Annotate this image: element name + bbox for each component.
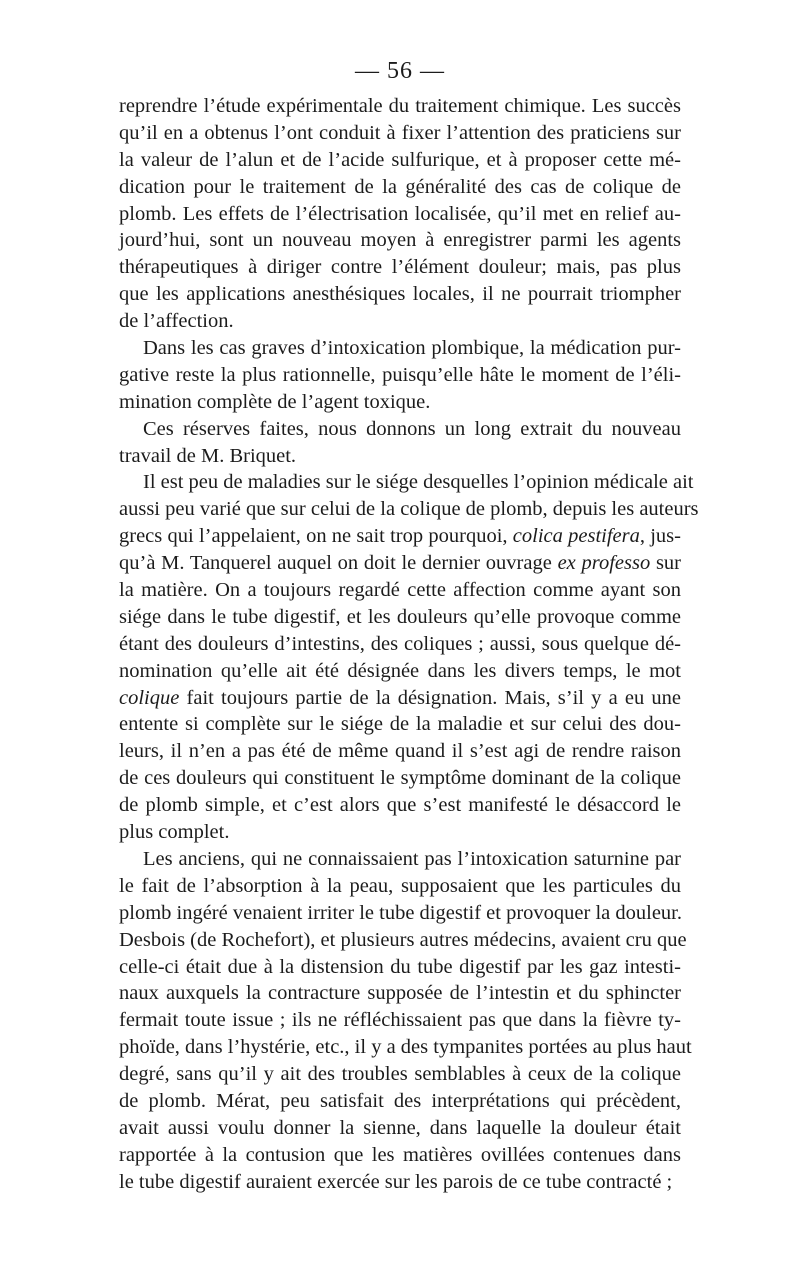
text-line: Il est peu de maladies sur le siége desquelles l’opinion médicale ait: [143, 471, 694, 494]
text-line: de plomb. Mérat, peu satisfait des interprétations qui précèdent,: [119, 1089, 681, 1112]
text-line: nomination qu’elle ait été désignée dans les divers temps, le mot: [119, 659, 681, 682]
text-line: travail de M. Briquet.: [119, 444, 297, 467]
text-line: Dans les cas graves d’intoxication plombique, la médication pur-: [143, 337, 681, 360]
text-line: plus complet.: [119, 821, 230, 844]
text-line: Ces réserves faites, nous donnons un long extrait du nouveau: [143, 417, 681, 440]
text-line: aussi peu varié que sur celui de la colique de plomb, depuis les auteurs: [119, 498, 699, 521]
paragraph: [119, 416, 681, 470]
text-line: que les applications anesthésiques locales, il ne pourrait triompher: [119, 283, 681, 306]
text-line: de l’affection.: [119, 310, 234, 333]
text-line: leurs, il n’en a pas été de même quand il s’est agi de rendre raison: [119, 740, 681, 763]
paragraph: [119, 846, 692, 1196]
text-line: la valeur de l’alun et de l’acide sulfurique, et à proposer cette mé-: [119, 148, 681, 171]
text-line: entente si complète sur le siége de la maladie et sur celui des dou-: [119, 713, 681, 736]
text-line: le fait de l’absorption à la peau, supposaient que les particules du: [119, 874, 681, 897]
text-line: de plomb simple, et c’est alors que s’est manifesté le désaccord le: [119, 794, 681, 817]
text-line: grecs qui l’appelaient, on ne sait trop pourquoi, colica pestifera, jus-: [119, 525, 681, 548]
text-line: phoïde, dans l’hystérie, etc., il y a des tympanites portées au plus haut: [119, 1036, 692, 1059]
text-line: qu’à M. Tanquerel auquel on doit le dernier ouvrage ex professo sur: [119, 552, 682, 575]
text-line: dication pour le traitement de la généralité des cas de colique de: [119, 175, 681, 198]
text-line: Les anciens, qui ne connaissaient pas l’intoxication saturnine par: [143, 847, 681, 870]
text-line: avait aussi voulu donner la sienne, dans laquelle la douleur était: [119, 1116, 681, 1139]
paragraph: [119, 335, 681, 416]
page-number: — 56 —: [355, 58, 445, 84]
text-line: rapportée à la contusion que les matières ovillées contenues dans: [119, 1143, 681, 1166]
text-line: jourd’hui, sont un nouveau moyen à enregistrer parmi les agents: [119, 229, 681, 252]
text-line: la matière. On a toujours regardé cette affection comme ayant son: [119, 579, 681, 602]
paragraph: [119, 469, 699, 845]
text-line: siége dans le tube digestif, et les douleurs qu’elle provoque comme: [119, 605, 681, 628]
italic-phrase: ex professo: [557, 552, 651, 575]
text-line: le tube digestif auraient exercée sur les parois de ce tube contracté ;: [119, 1170, 673, 1193]
italic-phrase: colique: [119, 686, 180, 709]
paragraph: [119, 93, 681, 335]
text-line: plomb ingéré venaient irriter le tube digestif et provoquer la douleur.: [119, 901, 682, 924]
italic-phrase: colica pestifera: [512, 525, 640, 548]
text-line: colique fait toujours partie de la désignation. Mais, s’il y a eu une: [119, 686, 681, 709]
body-text: [119, 93, 699, 1196]
text-line: qu’il en a obtenus l’ont conduit à fixer l’attention des praticiens sur: [119, 121, 681, 144]
text-line: Desbois (de Rochefort), et plusieurs autres médecins, avaient cru que: [119, 928, 687, 951]
text-line: thérapeutiques à diriger contre l’élément douleur; mais, pas plus: [119, 256, 681, 279]
text-line: reprendre l’étude expérimentale du traitement chimique. Les succès: [119, 95, 681, 117]
text-line: gative reste la plus rationnelle, puisqu’elle hâte le moment de l’éli-: [119, 363, 681, 386]
text-line: étant des douleurs d’intestins, des coliques ; aussi, sous quelque dé-: [119, 632, 681, 655]
text-line: fermait toute issue ; ils ne réfléchissaient pas que dans la fièvre ty-: [119, 1009, 681, 1032]
text-line: naux auxquels la contracture supposée de l’intestin et du sphincter: [119, 982, 681, 1005]
text-line: plomb. Les effets de l’électrisation localisée, qu’il met en relief au-: [119, 202, 681, 225]
text-line: mination complète de l’agent toxique.: [119, 390, 431, 413]
text-line: degré, sans qu’il y ait des troubles semblables à ceux de la colique: [119, 1063, 681, 1086]
text-line: de ces douleurs qui constituent le symptôme dominant de la colique: [119, 767, 681, 790]
text-line: celle-ci était due à la distension du tube digestif par les gaz intesti-: [119, 955, 681, 978]
